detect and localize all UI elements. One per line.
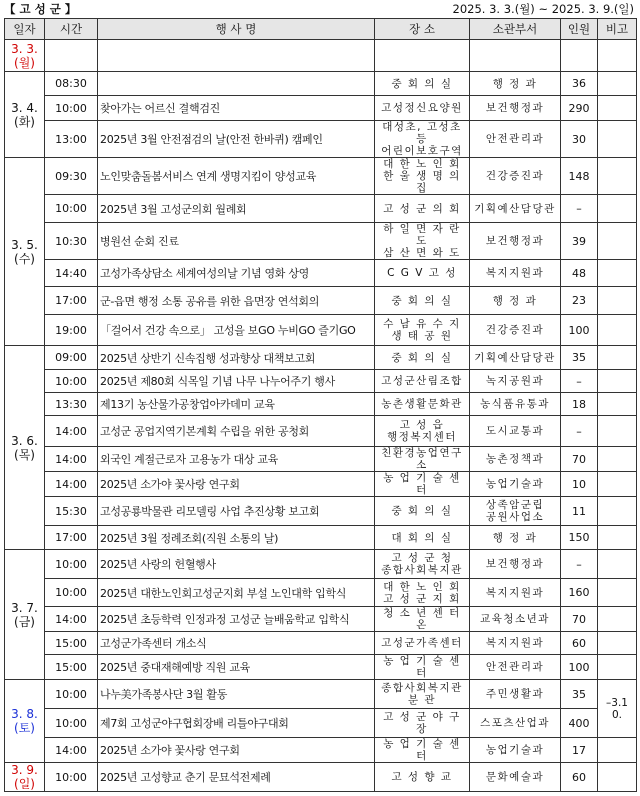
date-cell: 3. 8. (토) bbox=[5, 680, 45, 763]
note-cell bbox=[598, 370, 637, 393]
note-cell bbox=[598, 526, 637, 550]
place-cell: 농 업 기 술 센 터 bbox=[375, 655, 470, 680]
time-cell: 10:00 bbox=[45, 195, 98, 223]
event-name-cell: 2025년 중대재해예방 직원 교육 bbox=[98, 655, 375, 680]
people-count-cell: 150 bbox=[561, 526, 598, 550]
schedule-row bbox=[5, 315, 637, 346]
note-cell bbox=[598, 472, 637, 497]
time-cell: 15:30 bbox=[45, 497, 98, 526]
people-count-cell: 18 bbox=[561, 393, 598, 416]
time-cell: 15:00 bbox=[45, 632, 98, 655]
place-cell: 대 회 의 실 bbox=[375, 526, 470, 550]
people-count-cell: 36 bbox=[561, 72, 598, 96]
note-cell bbox=[598, 607, 637, 632]
department-cell: 건강증진과 bbox=[470, 315, 561, 346]
event-name-cell: 나누美가족봉사단 3월 활동 bbox=[98, 680, 375, 709]
col-header-dept: 소관부서 bbox=[470, 19, 561, 40]
event-name-cell: 2025년 3월 정례조회(직원 소통의 날) bbox=[98, 526, 375, 550]
people-count-cell: – bbox=[561, 195, 598, 223]
place-cell: 대 한 노 인 회 고 성 군 지 회 bbox=[375, 579, 470, 607]
date-cell: 3. 6. (목) bbox=[5, 346, 45, 550]
time-cell: 10:30 bbox=[45, 223, 98, 260]
date-cell: 3. 3. (월) bbox=[5, 40, 45, 72]
department-cell: 행 정 과 bbox=[470, 287, 561, 315]
place-cell: 수 남 유 수 지 생 태 공 원 bbox=[375, 315, 470, 346]
schedule-row bbox=[5, 72, 637, 96]
place-cell: 고성정신요양원 bbox=[375, 96, 470, 121]
event-name-cell bbox=[98, 72, 375, 96]
schedule-row bbox=[5, 632, 637, 655]
schedule-row bbox=[5, 416, 637, 447]
people-count-cell: 23 bbox=[561, 287, 598, 315]
time-cell: 08:30 bbox=[45, 72, 98, 96]
event-name-cell: 2025년 3월 안전점검의 날(안전 한바퀴) 캠페인 bbox=[98, 121, 375, 158]
event-name-cell: 2025년 초등학력 인정과정 고성군 늘배움학교 입학식 bbox=[98, 607, 375, 632]
schedule-row bbox=[5, 447, 637, 472]
schedule-row bbox=[5, 680, 637, 709]
people-count-cell: 100 bbox=[561, 655, 598, 680]
time-cell: 19:00 bbox=[45, 315, 98, 346]
event-name-cell: 2025년 소가야 꽃사랑 연구회 bbox=[98, 472, 375, 497]
time-cell: 14:00 bbox=[45, 416, 98, 447]
event-name-cell: 2025년 사랑의 헌혈행사 bbox=[98, 550, 375, 579]
people-count-cell: 17 bbox=[561, 738, 598, 763]
department-cell: 농식품유통과 bbox=[470, 393, 561, 416]
time-cell: 17:00 bbox=[45, 287, 98, 315]
place-cell: 농촌생활문화관 bbox=[375, 393, 470, 416]
event-name-cell bbox=[98, 40, 375, 72]
note-cell bbox=[598, 393, 637, 416]
time-cell: 14:00 bbox=[45, 447, 98, 472]
time-cell: 10:00 bbox=[45, 680, 98, 709]
place-cell: 고성군가족센터 bbox=[375, 632, 470, 655]
department-cell: 보건행정과 bbox=[470, 223, 561, 260]
date-cell: 3. 9. (일) bbox=[5, 763, 45, 792]
date-cell: 3. 5. (수) bbox=[5, 158, 45, 346]
place-cell: C G V 고 성 bbox=[375, 260, 470, 287]
people-count-cell: 60 bbox=[561, 632, 598, 655]
event-name-cell: 「걸어서 건강 속으로」 고성을 보GO 누비GO 즐기GO bbox=[98, 315, 375, 346]
department-cell: 보건행정과 bbox=[470, 96, 561, 121]
people-count-cell: 70 bbox=[561, 607, 598, 632]
department-cell: 주민생활과 bbox=[470, 680, 561, 709]
schedule-row bbox=[5, 40, 637, 72]
col-header-date: 일자 bbox=[5, 19, 45, 40]
department-cell: 도시교통과 bbox=[470, 416, 561, 447]
schedule-row bbox=[5, 158, 637, 195]
people-count-cell: 400 bbox=[561, 709, 598, 738]
place-cell: 중 회 의 실 bbox=[375, 497, 470, 526]
place-cell: 고 성 읍 행정복지센터 bbox=[375, 416, 470, 447]
people-count-cell: 60 bbox=[561, 763, 598, 792]
place-cell: 중 회 의 실 bbox=[375, 346, 470, 370]
department-cell: 건강증진과 bbox=[470, 158, 561, 195]
event-name-cell: 2025년 제80회 식목일 기념 나무 나누어주기 행사 bbox=[98, 370, 375, 393]
schedule-row bbox=[5, 526, 637, 550]
note-cell bbox=[598, 223, 637, 260]
time-cell: 13:00 bbox=[45, 121, 98, 158]
people-count-cell: – bbox=[561, 550, 598, 579]
event-name-cell: 찾아가는 어르신 결핵검진 bbox=[98, 96, 375, 121]
people-count-cell: – bbox=[561, 416, 598, 447]
schedule-row bbox=[5, 763, 637, 792]
weekly-schedule-table bbox=[4, 18, 637, 792]
note-cell bbox=[598, 287, 637, 315]
department-cell: 안전관리과 bbox=[470, 655, 561, 680]
report-header bbox=[0, 0, 640, 16]
people-count-cell: 10 bbox=[561, 472, 598, 497]
people-count-cell: 160 bbox=[561, 579, 598, 607]
place-cell: 중 회 의 실 bbox=[375, 287, 470, 315]
note-cell bbox=[598, 763, 637, 792]
schedule-row bbox=[5, 655, 637, 680]
place-cell: 고 성 군 의 회 bbox=[375, 195, 470, 223]
note-cell bbox=[598, 72, 637, 96]
department-cell: 복지지원과 bbox=[470, 579, 561, 607]
event-name-cell: 2025년 소가야 꽃사랑 연구회 bbox=[98, 738, 375, 763]
people-count-cell: 100 bbox=[561, 315, 598, 346]
event-name-cell: 2025년 고성향교 춘기 문묘석전제례 bbox=[98, 763, 375, 792]
date-range: 2025. 3. 3.(월) ~ 2025. 3. 9.(일) bbox=[452, 2, 634, 16]
schedule-row bbox=[5, 607, 637, 632]
department-cell: 녹지공원과 bbox=[470, 370, 561, 393]
note-cell bbox=[598, 195, 637, 223]
table-header-row bbox=[5, 19, 637, 40]
org-title: 【 고 성 군 】 bbox=[4, 2, 77, 16]
department-cell: 상족암군립 공원사업소 bbox=[470, 497, 561, 526]
department-cell: 교육청소년과 bbox=[470, 607, 561, 632]
schedule-row bbox=[5, 738, 637, 763]
department-cell: 복지지원과 bbox=[470, 632, 561, 655]
people-count-cell: 70 bbox=[561, 447, 598, 472]
department-cell: 기획예산담당관 bbox=[470, 195, 561, 223]
place-cell: 고 성 군 청 종합사회복지관 bbox=[375, 550, 470, 579]
note-cell: –3.1 0. bbox=[598, 680, 637, 738]
schedule-row bbox=[5, 550, 637, 579]
people-count-cell: 48 bbox=[561, 260, 598, 287]
people-count-cell: – bbox=[561, 370, 598, 393]
place-cell: 고 성 향 교 bbox=[375, 763, 470, 792]
note-cell bbox=[598, 121, 637, 158]
event-name-cell: 병원선 순회 진료 bbox=[98, 223, 375, 260]
people-count-cell: 35 bbox=[561, 346, 598, 370]
time-cell: 14:00 bbox=[45, 738, 98, 763]
schedule-row bbox=[5, 370, 637, 393]
time-cell: 14:00 bbox=[45, 472, 98, 497]
place-cell: 고성군산림조합 bbox=[375, 370, 470, 393]
people-count-cell: 35 bbox=[561, 680, 598, 709]
note-cell bbox=[598, 550, 637, 579]
place-cell: 친환경농업연구소 bbox=[375, 447, 470, 472]
col-header-time: 시간 bbox=[45, 19, 98, 40]
people-count-cell: 148 bbox=[561, 158, 598, 195]
event-name-cell: 2025년 3월 고성군의회 월례회 bbox=[98, 195, 375, 223]
time-cell: 14:40 bbox=[45, 260, 98, 287]
note-cell bbox=[598, 579, 637, 607]
place-cell: 하 일 면 자 란 도 삼 산 면 와 도 bbox=[375, 223, 470, 260]
note-cell bbox=[598, 632, 637, 655]
place-cell: 청 소 년 센 터 온 bbox=[375, 607, 470, 632]
department-cell: 기획예산담당관 bbox=[470, 346, 561, 370]
department-cell: 농촌정책과 bbox=[470, 447, 561, 472]
note-cell bbox=[598, 655, 637, 680]
department-cell bbox=[470, 40, 561, 72]
event-name-cell: 고성군가족센터 개소식 bbox=[98, 632, 375, 655]
time-cell: 10:00 bbox=[45, 763, 98, 792]
date-cell: 3. 7. (금) bbox=[5, 550, 45, 680]
schedule-row bbox=[5, 709, 637, 738]
time-cell: 10:00 bbox=[45, 550, 98, 579]
time-cell: 10:00 bbox=[45, 96, 98, 121]
event-name-cell: 노인맞춤돌봄서비스 연계 생명지킴이 양성교육 bbox=[98, 158, 375, 195]
note-cell bbox=[598, 158, 637, 195]
col-header-people: 인원 bbox=[561, 19, 598, 40]
time-cell: 13:30 bbox=[45, 393, 98, 416]
schedule-row bbox=[5, 497, 637, 526]
date-cell: 3. 4. (화) bbox=[5, 72, 45, 158]
place-cell: 농 업 기 술 센 터 bbox=[375, 738, 470, 763]
place-cell: 농 업 기 술 센 터 bbox=[375, 472, 470, 497]
department-cell: 복지지원과 bbox=[470, 260, 561, 287]
department-cell: 보건행정과 bbox=[470, 550, 561, 579]
department-cell: 농업기술과 bbox=[470, 472, 561, 497]
event-name-cell: 제13기 농산물가공창업아카데미 교육 bbox=[98, 393, 375, 416]
col-header-event: 행 사 명 bbox=[98, 19, 375, 40]
event-name-cell: 고성공룡박물관 리모델링 사업 추진상황 보고회 bbox=[98, 497, 375, 526]
place-cell: 중 회 의 실 bbox=[375, 72, 470, 96]
people-count-cell: 39 bbox=[561, 223, 598, 260]
time-cell: 17:00 bbox=[45, 526, 98, 550]
event-name-cell: 2025년 대한노인회고성군지회 부설 노인대학 입학식 bbox=[98, 579, 375, 607]
event-name-cell: 고성가족상담소 세계여성의날 기념 영화 상영 bbox=[98, 260, 375, 287]
department-cell: 문화예술과 bbox=[470, 763, 561, 792]
time-cell: 10:00 bbox=[45, 579, 98, 607]
people-count-cell bbox=[561, 40, 598, 72]
people-count-cell: 30 bbox=[561, 121, 598, 158]
time-cell: 09:00 bbox=[45, 346, 98, 370]
schedule-row bbox=[5, 260, 637, 287]
note-cell bbox=[598, 497, 637, 526]
schedule-row bbox=[5, 393, 637, 416]
col-header-note: 비고 bbox=[598, 19, 637, 40]
note-cell bbox=[598, 315, 637, 346]
event-name-cell: 외국인 계절근로자 고용농가 대상 교육 bbox=[98, 447, 375, 472]
note-cell bbox=[598, 40, 637, 72]
department-cell: 행 정 과 bbox=[470, 526, 561, 550]
time-cell: 15:00 bbox=[45, 655, 98, 680]
place-cell: 대성초, 고성초 등 어린이보호구역 bbox=[375, 121, 470, 158]
schedule-row bbox=[5, 96, 637, 121]
event-name-cell: 2025년 상반기 신속집행 성과향상 대책보고회 bbox=[98, 346, 375, 370]
event-name-cell: 제7회 고성군야구협회장배 리틀야구대회 bbox=[98, 709, 375, 738]
people-count-cell: 11 bbox=[561, 497, 598, 526]
schedule-row bbox=[5, 287, 637, 315]
time-cell: 10:00 bbox=[45, 370, 98, 393]
place-cell: 고 성 군 야 구 장 bbox=[375, 709, 470, 738]
place-cell: 종합사회복지관 분 관 bbox=[375, 680, 470, 709]
department-cell: 안전관리과 bbox=[470, 121, 561, 158]
schedule-row bbox=[5, 346, 637, 370]
department-cell: 행 정 과 bbox=[470, 72, 561, 96]
schedule-row bbox=[5, 121, 637, 158]
note-cell bbox=[598, 346, 637, 370]
note-cell bbox=[598, 416, 637, 447]
people-count-cell: 290 bbox=[561, 96, 598, 121]
note-cell bbox=[598, 96, 637, 121]
note-cell bbox=[598, 738, 637, 763]
time-cell: 14:00 bbox=[45, 607, 98, 632]
note-cell bbox=[598, 260, 637, 287]
schedule-row bbox=[5, 472, 637, 497]
event-name-cell: 고성군 공업지역기본계획 수립을 위한 공청회 bbox=[98, 416, 375, 447]
time-cell: 09:30 bbox=[45, 158, 98, 195]
place-cell bbox=[375, 40, 470, 72]
department-cell: 스포츠산업과 bbox=[470, 709, 561, 738]
schedule-row bbox=[5, 223, 637, 260]
time-cell: 10:00 bbox=[45, 709, 98, 738]
time-cell bbox=[45, 40, 98, 72]
note-cell bbox=[598, 447, 637, 472]
place-cell: 대 한 노 인 회 한 울 생 명 의 집 bbox=[375, 158, 470, 195]
schedule-row bbox=[5, 195, 637, 223]
schedule-row bbox=[5, 579, 637, 607]
event-name-cell: 군-읍면 행정 소통 공유를 위한 읍면장 연석회의 bbox=[98, 287, 375, 315]
col-header-place: 장 소 bbox=[375, 19, 470, 40]
department-cell: 농업기술과 bbox=[470, 738, 561, 763]
